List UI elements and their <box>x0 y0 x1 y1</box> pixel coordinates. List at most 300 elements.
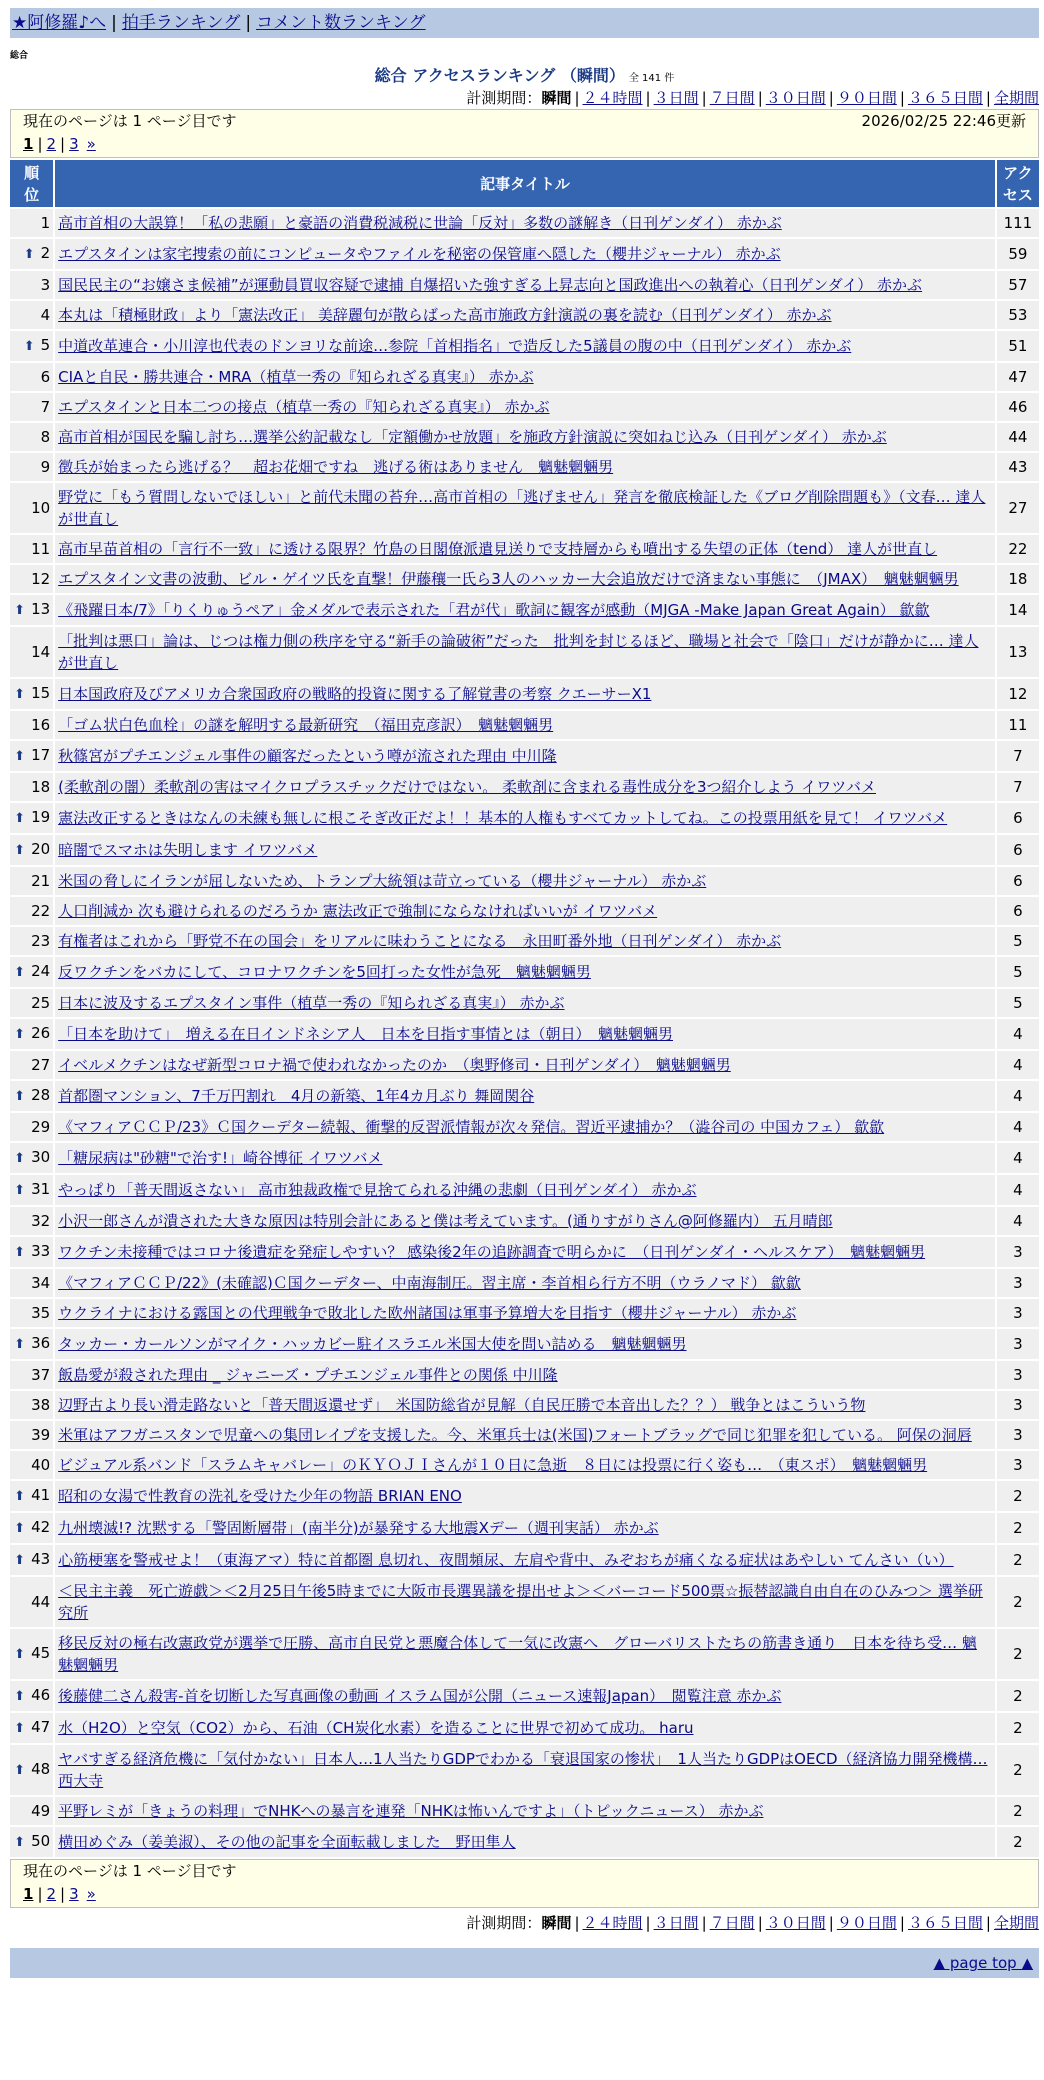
pager-next-link[interactable]: » <box>86 1885 96 1903</box>
title-cell <box>55 741 995 771</box>
table-row <box>10 1481 1039 1511</box>
rank-number: 36 <box>31 1334 51 1352</box>
rank-cell <box>10 867 53 895</box>
access-count: 22 <box>997 535 1039 563</box>
rank-cell <box>10 1019 53 1049</box>
rank-number: 45 <box>31 1644 51 1662</box>
article-title-link[interactable]: 徴兵が始まったら逃げる？ 超お花畑ですね 逃げる術はありません 魑魅魍魎男 <box>58 458 614 476</box>
article-title-link[interactable]: 暗闇でスマホは失明します イワツバメ <box>58 841 318 859</box>
period-option-link[interactable]: ３６５日間 <box>907 89 983 107</box>
article-title-link[interactable]: 辺野古より長い滑走路ないと「普天間返還せず」 米国防総省が見解（自民圧勝で本音出した？？） 戦争とはこういう物 <box>58 1396 866 1414</box>
rank-number: 28 <box>31 1086 51 1104</box>
rank-number: 42 <box>31 1518 51 1536</box>
rank-number: 5 <box>40 336 51 354</box>
table-row <box>10 1299 1039 1327</box>
title-cell <box>55 957 995 987</box>
article-title-link[interactable]: 移民反対の極右改憲政党が選挙で圧勝、高市自民党と悪魔合体して一気に改憲へ グローバリストたちの筋書き通り 日本を待ち受… 魑魅魍魎男 <box>58 1634 977 1674</box>
article-title-link[interactable]: 《マフィアＣＣＰ/23》Ｃ国クーデター続報、衝撃的反習派情報が次々発信。習近平逮捕か？（澁谷司の 中国カフェ） 歙歙 <box>58 1118 885 1136</box>
pager-current-page: 1 <box>23 135 34 153</box>
access-count: 7 <box>997 773 1039 801</box>
table-row <box>10 1827 1039 1857</box>
access-count: 18 <box>997 565 1039 593</box>
pager-page-link[interactable]: 2 <box>46 135 57 153</box>
rank-number: 2 <box>40 244 51 262</box>
period-option-link[interactable]: ３６５日間 <box>907 1914 983 1932</box>
title-cell <box>55 1745 995 1795</box>
article-title-link[interactable]: 本丸は「積極財政」より「憲法改正」 美辞麗句が散らばった高市施政方針演説の裏を読む（日刊ゲンダイ） 赤かぶ <box>58 306 832 324</box>
access-count: 12 <box>997 679 1039 709</box>
rank-cell <box>10 393 53 421</box>
access-count: 3 <box>997 1361 1039 1389</box>
top-nav-bar <box>10 8 1039 38</box>
article-title-link[interactable]: 昭和の女湯で性教育の洗礼を受けた少年の物語 BRIAN ENO <box>58 1487 462 1505</box>
period-separator: | <box>701 89 707 107</box>
rank-number: 6 <box>40 368 51 386</box>
rank-number: 37 <box>31 1366 51 1384</box>
rank-up-arrow-icon: ⬆ <box>14 1245 26 1260</box>
access-count: 7 <box>997 741 1039 771</box>
title-cell <box>55 1513 995 1543</box>
rank-cell <box>10 1391 53 1419</box>
current-page-text: 現在のページは 1 ページ目です <box>23 112 237 130</box>
access-count: 4 <box>997 1175 1039 1205</box>
title-cell <box>55 1361 995 1389</box>
article-title-link[interactable]: エプスタインは家宅捜索の前にコンピュータやファイルを秘密の保管庫へ隠した（櫻井ジャーナル） 赤かぶ <box>58 245 781 263</box>
access-count: 46 <box>997 393 1039 421</box>
title-cell <box>55 627 995 677</box>
article-title-link[interactable]: 高市首相の大誤算！「私の悲願」と豪語の消費税減税に世論「反対」多数の謎解き（日刊ゲンダイ） 赤かぶ <box>58 214 782 232</box>
title-cell <box>55 565 995 593</box>
article-title-link[interactable]: エプスタイン文書の波動、ビル・ゲイツ氏を直撃！伊藤穰一氏ら3人のハッカー大会追放だけで済まない事態に （JMAX） 魑魅魍魎男 <box>58 570 959 588</box>
rank-number: 21 <box>31 872 51 890</box>
rank-cell <box>10 1207 53 1235</box>
article-title-link[interactable]: 日本国政府及びアメリカ合衆国政府の戦略的投資に関する了解覚書の考察 クエーサーX1 <box>58 685 652 703</box>
article-title-link[interactable]: ウクライナにおける露国との代理戦争で敗北した欧州諸国は軍事予算増大を目指す（櫻井ジャーナル） 赤かぶ <box>58 1304 797 1322</box>
pager-current-page: 1 <box>23 1885 34 1903</box>
pager-page-link[interactable]: 3 <box>69 135 79 153</box>
period-separator: | <box>757 1914 763 1932</box>
nav-separator: | <box>111 13 117 33</box>
access-count: 3 <box>997 1269 1039 1297</box>
pager-separator: | <box>37 135 43 153</box>
table-row <box>10 535 1039 563</box>
title-cell <box>55 1545 995 1575</box>
title-cell <box>55 1713 995 1743</box>
period-current: 瞬間 <box>541 1914 572 1932</box>
article-title-link[interactable]: 水（H2O）と空気（CO2）から、石油（CH炭化水素）を造ることに世界で初めて成功。 haru <box>58 1719 694 1737</box>
title-cell <box>55 773 995 801</box>
rank-cell <box>10 803 53 833</box>
title-cell <box>55 1481 995 1511</box>
access-count: 2 <box>997 1545 1039 1575</box>
home-link[interactable]: ★阿修羅♪へ <box>12 13 107 33</box>
rank-number: 32 <box>31 1212 51 1230</box>
title-cell <box>55 1175 995 1205</box>
rank-number: 40 <box>31 1456 51 1474</box>
rank-number: 43 <box>31 1550 51 1568</box>
table-row <box>10 957 1039 987</box>
article-title-link[interactable]: 反ワクチンをバカにして、コロナワクチンを5回打った女性が急死 魑魅魍魎男 <box>58 963 591 981</box>
pager-top <box>23 133 1026 157</box>
access-count: 11 <box>997 711 1039 739</box>
article-title-link[interactable]: 中道改革連合・小川淳也代表のドンヨリな前途…参院「首相指名」で造反した5議員の腹の中（日刊ゲンダイ） 赤かぶ <box>58 337 852 355</box>
rank-number: 50 <box>31 1832 51 1850</box>
rank-number: 35 <box>31 1304 51 1322</box>
rank-up-arrow-icon: ⬆ <box>14 1337 26 1352</box>
access-count: 6 <box>997 867 1039 895</box>
table-row <box>10 1207 1039 1235</box>
period-separator: | <box>574 1914 580 1932</box>
table-header-row <box>10 160 1039 207</box>
title-cell <box>55 423 995 451</box>
rank-number: 9 <box>40 458 51 476</box>
page-info-top <box>10 109 1039 158</box>
rank-number: 47 <box>31 1718 51 1736</box>
rank-cell <box>10 1629 53 1679</box>
rank-number: 34 <box>31 1274 51 1292</box>
title-cell <box>55 595 995 625</box>
article-title-link[interactable]: 野党に「もう質問しないでほしい」と前代未聞の苔弁…高市首相の「逃げません」発言を徹底検証した《ブログ削除問題も》（文春… 達人が世直し <box>58 488 986 528</box>
rank-number: 4 <box>40 306 51 324</box>
rank-up-arrow-icon: ⬆ <box>14 1721 26 1736</box>
period-option-link[interactable]: ７日間 <box>709 1914 755 1932</box>
article-title-link[interactable]: 横田めぐみ（姜美淑）、その他の記事を全面転載しました 野田隼人 <box>58 1833 516 1851</box>
title-cell <box>55 1329 995 1359</box>
rank-up-arrow-icon: ⬆ <box>14 965 26 980</box>
title-cell <box>55 535 995 563</box>
rank-up-arrow-icon: ⬆ <box>14 687 26 702</box>
rank-number: 17 <box>31 746 51 764</box>
access-count: 51 <box>997 331 1039 361</box>
rank-cell <box>10 989 53 1017</box>
article-title-link[interactable]: 日本に波及するエプスタイン事件（植草一秀の『知られざる真実』） 赤かぶ <box>58 994 565 1012</box>
access-count: 3 <box>997 1329 1039 1359</box>
pager-separator: | <box>60 1885 66 1903</box>
rank-number: 38 <box>31 1396 51 1414</box>
pager-separator: | <box>37 1885 43 1903</box>
rank-cell <box>10 363 53 391</box>
article-title-link[interactable]: CIAと自民・勝共連合・MRA（植草一秀の『知られざる真実』） 赤かぶ <box>58 368 534 386</box>
article-title-link[interactable]: 《飛躍日本/7》「りくりゅうペア」金メダルで表示された「君が代」歌詞に観客が感動（MJGA -Make Japan Great Again） 歙歙 <box>58 601 930 619</box>
access-count: 47 <box>997 363 1039 391</box>
access-count: 4 <box>997 1019 1039 1049</box>
access-count: 27 <box>997 483 1039 533</box>
period-option-link[interactable]: ３日間 <box>653 1914 699 1932</box>
title-cell <box>55 483 995 533</box>
title-cell <box>55 1019 995 1049</box>
table-row <box>10 1713 1039 1743</box>
rank-number: 26 <box>31 1024 51 1042</box>
article-title-link[interactable]: イベルメクチンはなぜ新型コロナ禍で使われなかったのか （奥野修司・日刊ゲンダイ） 魑魅魍魎男 <box>58 1056 731 1074</box>
table-row <box>10 1019 1039 1049</box>
access-count: 3 <box>997 1299 1039 1327</box>
pager-bottom <box>23 1883 1026 1907</box>
rank-number: 14 <box>31 643 51 661</box>
article-title-link[interactable]: 首都圏マンション、7千万円割れ 4月の新築、1年4カ月ぶり 舞岡関谷 <box>58 1087 535 1105</box>
article-title-link[interactable]: 小沢一郎さんが潰された大きな原因は特別会計にあると僕は考えています。(通りすがりさん@阿修羅内） 五月晴郎 <box>58 1212 833 1230</box>
access-count: 3 <box>997 1421 1039 1449</box>
article-title-link[interactable]: 「ゴム状白色血栓」の謎を解明する最新研究 （福田克彦訳） 魑魅魍魎男 <box>58 716 554 734</box>
access-count: 2 <box>997 1713 1039 1743</box>
access-count: 4 <box>997 1207 1039 1235</box>
rank-number: 39 <box>31 1426 51 1444</box>
table-row <box>10 423 1039 451</box>
title-cell <box>55 363 995 391</box>
table-row <box>10 453 1039 481</box>
period-selector-top <box>10 87 1039 109</box>
table-row <box>10 331 1039 361</box>
period-option-link[interactable]: ３０日間 <box>765 1914 826 1932</box>
rank-cell <box>10 331 53 361</box>
pager-next-link[interactable]: » <box>86 135 96 153</box>
rank-up-arrow-icon: ⬆ <box>14 843 26 858</box>
article-title-link[interactable]: やっぱり「普天間返さない」 高市独裁政権で見捨てられる沖縄の悲劇（日刊ゲンダイ） 赤かぶ <box>58 1181 697 1199</box>
table-row <box>10 867 1039 895</box>
period-label: 計測期間： <box>466 1914 542 1932</box>
access-count: 5 <box>997 927 1039 955</box>
article-title-link[interactable]: ビジュアル系バンド「スラムキャバレー」のＫＹＯＪＩさんが１０日に急逝 ８日には投票に行く姿も… （東スポ） 魑魅魍魎男 <box>58 1456 928 1474</box>
rank-number: 29 <box>31 1118 51 1136</box>
table-row <box>10 1391 1039 1419</box>
clap-ranking-link[interactable]: 拍手ランキング <box>121 13 241 33</box>
rank-up-arrow-icon: ⬆ <box>23 247 35 262</box>
title-cell <box>55 1299 995 1327</box>
title-cell <box>55 989 995 1017</box>
page <box>10 8 1039 1978</box>
period-option-link[interactable]: ３日間 <box>653 89 699 107</box>
period-separator: | <box>828 89 834 107</box>
article-title-link[interactable]: (柔軟剤の闇）柔軟剤の害はマイクロプラスチックだけではない。 柔軟剤に含まれる毒性成分を3つ紹介しよう イワツバメ <box>58 778 876 796</box>
table-row <box>10 301 1039 329</box>
table-row <box>10 741 1039 771</box>
period-current: 瞬間 <box>541 89 572 107</box>
article-title-link[interactable]: 《マフィアＣＣＰ/22》(未確認)Ｃ国クーデター、中南海制圧。習主席・李首相ら行方不明（ウラノマド） 歙歙 <box>58 1274 801 1292</box>
title-cell <box>55 271 995 299</box>
article-title-link[interactable]: 憲法改正するときはなんの未練も無しに根こそぎ改正だよ！！基本的人権もすべてカットしてね。この投票用紙を見て！ イワツバメ <box>58 809 948 827</box>
article-title-link[interactable]: ワクチン未接種ではコロナ後遺症を発症しやすい？ 感染後2年の追跡調査で明らかに （日刊ゲンダイ・ヘルスケア） 魑魅魍魎男 <box>58 1243 926 1261</box>
rank-cell <box>10 1545 53 1575</box>
period-separator: | <box>985 89 991 107</box>
table-row <box>10 989 1039 1017</box>
ranking-title: 総合 アクセスランキング （瞬間） <box>374 66 625 85</box>
access-count: 2 <box>997 1481 1039 1511</box>
rank-up-arrow-icon: ⬆ <box>14 811 26 826</box>
comment-ranking-link[interactable]: コメント数ランキング <box>256 13 426 33</box>
title-cell <box>55 453 995 481</box>
rank-cell <box>10 957 53 987</box>
table-row <box>10 595 1039 625</box>
table-row <box>10 1421 1039 1449</box>
period-separator: | <box>828 1914 834 1932</box>
rank-up-arrow-icon: ⬆ <box>14 603 26 618</box>
table-row <box>10 1577 1039 1627</box>
table-row <box>10 565 1039 593</box>
rank-cell <box>10 711 53 739</box>
table-row <box>10 1545 1039 1575</box>
article-title-link[interactable]: エプスタインと日本二つの接点（植草一秀の『知られざる真実』） 赤かぶ <box>58 398 550 416</box>
access-count: 13 <box>997 627 1039 677</box>
title-cell <box>55 835 995 865</box>
access-count: 6 <box>997 803 1039 833</box>
access-count: 111 <box>997 209 1039 237</box>
rank-cell <box>10 535 53 563</box>
article-title-link[interactable]: 平野レミが「きょうの料理」でNHKへの暴言を連発「NHKは怖いんですよ」（トピックニュース） 赤かぶ <box>58 1802 764 1820</box>
access-count: 2 <box>997 1745 1039 1795</box>
article-title-link[interactable]: 「日本を助けて」 増える在日インドネシア人 日本を目指す事情とは（朝日） 魑魅魍魎男 <box>58 1025 674 1043</box>
footer-bar <box>10 1948 1039 1978</box>
table-row <box>10 1797 1039 1825</box>
nav-separator: | <box>245 13 252 33</box>
rank-number: 10 <box>31 499 51 517</box>
period-separator: | <box>645 1914 651 1932</box>
period-separator: | <box>701 1914 707 1932</box>
article-title-link[interactable]: ＜民主主義 死亡遊戯＞＜2月25日午後5時までに大阪市長選異議を提出せよ＞＜バーコード500票☆振替認識自由自在のひみつ＞ 選挙研究所 <box>58 1582 983 1622</box>
title-cell <box>55 1143 995 1173</box>
total-count: 全 141 件 <box>628 73 675 84</box>
access-count: 2 <box>997 1827 1039 1857</box>
rank-up-arrow-icon: ⬆ <box>14 1183 26 1198</box>
ranking-title-row <box>10 65 1039 87</box>
article-title-link[interactable]: ヤバすぎる経済危機に「気付かない」日本人…1人当たりGDPでわかる「衰退国家の惨状」 1人当たりGDPはOECD（経済協力開発機構… 西大寺 <box>58 1750 988 1790</box>
access-count: 2 <box>997 1681 1039 1711</box>
rank-cell <box>10 1797 53 1825</box>
table-row <box>10 1451 1039 1479</box>
period-option-link[interactable]: ２４時間 <box>582 89 643 107</box>
pager-page-link[interactable]: 3 <box>69 1885 79 1903</box>
period-option-link[interactable]: 全期間 <box>993 1914 1039 1932</box>
article-title-link[interactable]: タッカー・カールソンがマイク・ハッカビー駐イスラエル米国大使を問い詰める 魑魅魍魎男 <box>58 1335 687 1353</box>
rank-cell <box>10 271 53 299</box>
period-option-link[interactable]: 全期間 <box>993 89 1039 107</box>
rank-cell <box>10 897 53 925</box>
rank-number: 20 <box>31 840 51 858</box>
rank-up-arrow-icon: ⬆ <box>14 1027 26 1042</box>
article-title-link[interactable]: 米国の脅しにイランが屈しないため、トランプ大統領は苛立っている（櫻井ジャーナル） 赤かぶ <box>58 872 707 890</box>
rank-number: 33 <box>31 1242 51 1260</box>
article-title-link[interactable]: 有権者はこれから「野党不在の国会」をリアルに味わうことになる 永田町番外地（日刊ゲンダイ） 赤かぶ <box>58 932 782 950</box>
rank-cell <box>10 1299 53 1327</box>
rank-cell <box>10 209 53 237</box>
title-cell <box>55 393 995 421</box>
rank-number: 30 <box>31 1148 51 1166</box>
article-title-link[interactable]: 米軍はアフガニスタンで児童への集団レイプを支援した。今、米軍兵士は(米国)フォートブラッグで同じ犯罪を犯している。 阿保の洞唇 <box>58 1426 972 1444</box>
table-row <box>10 773 1039 801</box>
rank-cell <box>10 453 53 481</box>
access-count: 2 <box>997 1577 1039 1627</box>
rank-up-arrow-icon: ⬆ <box>23 339 35 354</box>
rank-up-arrow-icon: ⬆ <box>14 1689 26 1704</box>
period-option-link[interactable]: ９０日間 <box>836 89 897 107</box>
rank-up-arrow-icon: ⬆ <box>14 1763 26 1778</box>
title-cell <box>55 1081 995 1111</box>
rank-cell <box>10 301 53 329</box>
article-title-link[interactable]: 秋篠宮がプチエンジェル事件の顧客だったという噂が流された理由 中川隆 <box>58 747 557 765</box>
title-cell <box>55 867 995 895</box>
article-title-link[interactable]: 心筋梗塞を警戒せよ！（東海アマ）特に首都圏 息切れ、夜間頻尿、左肩や背中、みぞおちが痛くなる症状はあやしい てんさい（い） <box>58 1551 954 1569</box>
rank-cell <box>10 423 53 451</box>
rank-cell <box>10 595 53 625</box>
period-separator: | <box>985 1914 991 1932</box>
period-separator: | <box>757 89 763 107</box>
access-count: 4 <box>997 1113 1039 1141</box>
rank-number: 31 <box>31 1180 51 1198</box>
rank-cell <box>10 679 53 709</box>
ranking-rows <box>10 209 1039 1857</box>
rank-number: 8 <box>40 428 51 446</box>
rank-cell <box>10 1143 53 1173</box>
article-title-link[interactable]: 後藤健二さん殺害-首を切断した写真画像の動画 イスラム国が公開（ニュース速報Japan） 閲覧注意 赤かぶ <box>58 1687 782 1705</box>
rank-up-arrow-icon: ⬆ <box>14 749 26 764</box>
rank-number: 7 <box>40 398 51 416</box>
table-row <box>10 1513 1039 1543</box>
rank-cell <box>10 1451 53 1479</box>
rank-cell <box>10 835 53 865</box>
access-count: 3 <box>997 1391 1039 1419</box>
period-option-link[interactable]: ７日間 <box>709 89 755 107</box>
article-title-link[interactable]: 国民民主の“お嬢さま候補”が運動員買収容疑で逮捕 自爆招いた強すぎる上昇志向と国政進出への執着心（日刊ゲンダイ） 赤かぶ <box>58 276 923 294</box>
access-count: 6 <box>997 835 1039 865</box>
page-top-link[interactable]: ▲ page top ▲ <box>933 1954 1033 1972</box>
table-row <box>10 1269 1039 1297</box>
category-label: 総合 <box>10 51 29 61</box>
rank-cell <box>10 239 53 269</box>
title-cell <box>55 1391 995 1419</box>
table-row <box>10 897 1039 925</box>
rank-cell <box>10 1237 53 1267</box>
rank-number: 13 <box>31 600 51 618</box>
period-option-link[interactable]: ９０日間 <box>836 1914 897 1932</box>
article-title-link[interactable]: 九州壊滅!? 沈黙する「警固断層帯」(南半分)が暴発する大地震Xデー（週刊実話） 赤かぶ <box>58 1519 659 1537</box>
title-cell <box>55 1051 995 1079</box>
title-cell <box>55 1827 995 1857</box>
title-cell <box>55 239 995 269</box>
access-count: 44 <box>997 423 1039 451</box>
rank-number: 49 <box>31 1802 51 1820</box>
rank-number: 24 <box>31 962 51 980</box>
period-option-link[interactable]: ２４時間 <box>582 1914 643 1932</box>
col-access-header: アクセス <box>997 160 1039 207</box>
title-cell <box>55 1681 995 1711</box>
article-title-link[interactable]: 高市早苗首相の「言行不一致」に透ける限界？竹島の日閣僚派遣見送りで支持層からも噴出する失望の正体（tend） 達人が世直し <box>58 540 938 558</box>
period-separator: | <box>574 89 580 107</box>
table-row <box>10 1629 1039 1679</box>
article-title-link[interactable]: 飯島愛が殺された理由 _ ジャニーズ・プチエンジェル事件との関係 中川隆 <box>58 1366 558 1384</box>
article-title-link[interactable]: 「批判は悪口」論は、じつは権力側の秩序を守る“新手の論破術”だった 批判を封じるほど、職場と社会で「陰口」だけが静かに… 達人が世直し <box>58 632 979 672</box>
table-row <box>10 363 1039 391</box>
rank-up-arrow-icon: ⬆ <box>14 1647 26 1662</box>
title-cell <box>55 1113 995 1141</box>
title-cell <box>55 209 995 237</box>
period-option-link[interactable]: ３０日間 <box>765 89 826 107</box>
page-info-bottom <box>10 1859 1039 1908</box>
pager-page-link[interactable]: 2 <box>46 1885 57 1903</box>
rank-number: 18 <box>31 778 51 796</box>
table-row <box>10 835 1039 865</box>
article-title-link[interactable]: 「糖尿病は"砂糖"で治す!」崎谷博征 イワツバメ <box>58 1149 383 1167</box>
pager-separator: | <box>60 135 66 153</box>
rank-cell <box>10 1361 53 1389</box>
rank-up-arrow-icon: ⬆ <box>14 1089 26 1104</box>
title-cell <box>55 1797 995 1825</box>
article-title-link[interactable]: 高市首相が国民を騙し討ち…選挙公約記載なし「定額働かせ放題」を施政方針演説に突如ねじ込み（日刊ゲンダイ） 赤かぶ <box>58 428 887 446</box>
rank-number: 11 <box>31 540 51 558</box>
rank-cell <box>10 1051 53 1079</box>
table-row <box>10 1361 1039 1389</box>
rank-cell <box>10 483 53 533</box>
title-cell <box>55 927 995 955</box>
article-title-link[interactable]: 人口削減か 次も避けられるのだろうか 憲法改正で強制にならなければいいが イワツバメ <box>58 902 658 920</box>
title-cell <box>55 331 995 361</box>
